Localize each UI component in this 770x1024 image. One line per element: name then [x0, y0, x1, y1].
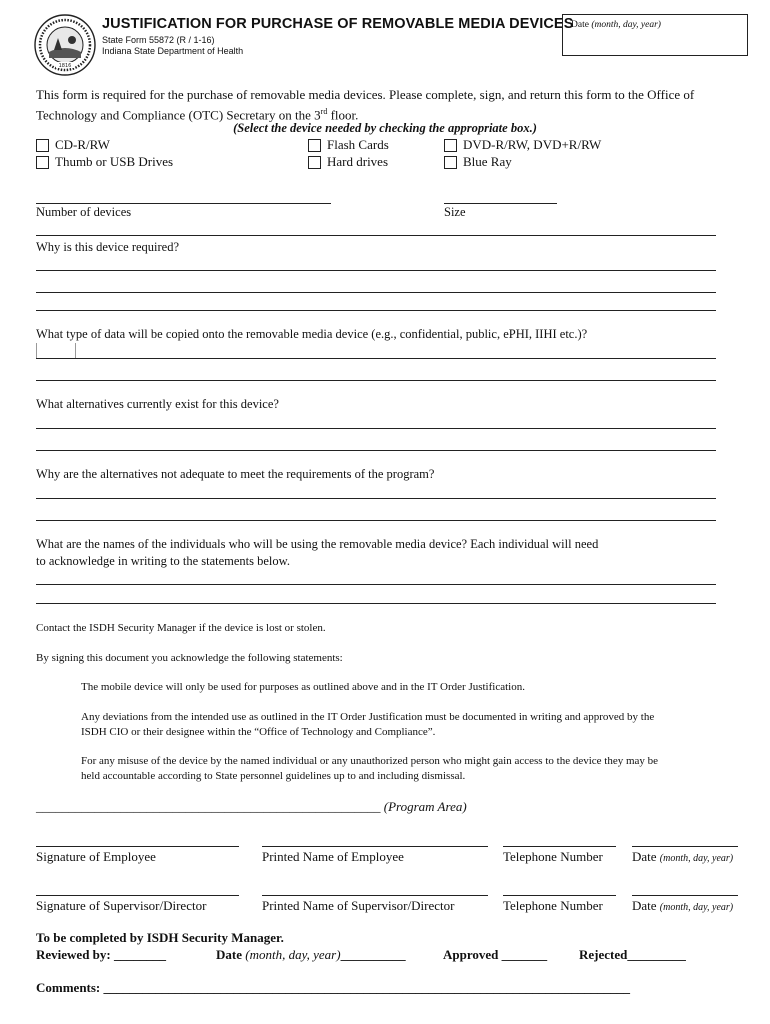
answer-line[interactable] — [36, 498, 716, 499]
printed-name-supervisor-label: Printed Name of Supervisor/Director — [262, 898, 455, 913]
employee-date-label — [632, 849, 733, 865]
telephone-number-label: Telephone Number — [503, 849, 603, 864]
contact-note: Contact the ISDH Security Manager if the device is lost or stolen. — [36, 622, 326, 634]
checkbox-box[interactable] — [444, 139, 457, 152]
form-title: JUSTIFICATION FOR PURCHASE OF REMOVABLE MEDIA DEVICES — [102, 16, 574, 32]
date-label: Date — [632, 898, 657, 913]
statement-1: The mobile device will only be used for purposes as outlined above and in the IT Order Justification. — [81, 681, 525, 693]
number-of-devices-label: Number of devices — [36, 205, 132, 219]
employee-date-line[interactable] — [632, 846, 738, 847]
intro-text-end: floor. — [327, 106, 359, 122]
date-hint: (month, day, year) — [591, 20, 661, 30]
employee-signature-line[interactable] — [36, 846, 239, 847]
checkbox-box[interactable] — [308, 156, 321, 169]
department-name: Indiana State Department of Health — [102, 46, 244, 56]
checkbox-hard-drives[interactable] — [308, 154, 388, 170]
checkbox-thumb-usb[interactable] — [36, 154, 173, 170]
rejected-field[interactable]: Rejected_________ — [579, 947, 686, 962]
question-data-type: What type of data will be copied onto the removable media device (e.g., confidential, public, ePHI, IIHI etc.)? — [36, 327, 588, 341]
question-device-required: Why is this device required? — [36, 240, 180, 254]
answer-line[interactable] — [36, 603, 716, 604]
intro-superscript: rd — [320, 106, 328, 116]
checkbox-label: Flash Cards — [327, 137, 389, 152]
text-cursor-box[interactable] — [36, 343, 76, 358]
date-label: Date — [216, 947, 242, 962]
checkbox-blue-ray[interactable] — [444, 154, 512, 170]
answer-line[interactable] — [36, 358, 716, 359]
date-hint: (month, day, year) — [659, 902, 734, 913]
number-of-devices-line[interactable] — [36, 203, 331, 204]
answer-line[interactable] — [36, 292, 716, 293]
answer-line[interactable] — [36, 520, 716, 521]
program-area-field[interactable] — [36, 799, 467, 815]
size-label: Size — [444, 205, 466, 219]
supervisor-date-label — [632, 898, 733, 914]
checkbox-label: CD-R/RW — [55, 137, 110, 152]
checkbox-box[interactable] — [36, 139, 49, 152]
supervisor-printed-name-line[interactable] — [262, 895, 488, 896]
employee-telephone-line[interactable] — [503, 846, 616, 847]
checkbox-label: DVD-R/RW, DVD+R/RW — [463, 137, 602, 152]
checkbox-label: Hard drives — [327, 154, 389, 169]
program-area-label: (Program Area) — [383, 799, 467, 814]
indiana-state-seal — [34, 14, 96, 76]
checkbox-label: Thumb or USB Drives — [55, 154, 174, 169]
signature-of-employee-label: Signature of Employee — [36, 849, 156, 864]
separator-line — [36, 235, 716, 236]
date-blank: __________ — [340, 947, 406, 962]
question-individuals: What are the names of the individuals who will be using the removable media device? Each individual will need — [36, 537, 599, 551]
comments-field[interactable]: Comments: _________________________________________________________________________________ — [36, 980, 631, 995]
checkbox-box[interactable] — [444, 156, 457, 169]
security-heading: To be completed by ISDH Security Manager. — [36, 930, 284, 945]
approved-field[interactable]: Approved _______ — [443, 947, 548, 962]
question-alternatives-inadequate: Why are the alternatives not adequate to meet the requirements of the program? — [36, 467, 435, 481]
intro-text: This form is required for the purchase of removable media devices. Please complete, sign, and return this form to the Office of Technology and Compliance (OTC) Secretary on the 3 — [36, 87, 695, 122]
date-field[interactable] — [562, 14, 748, 56]
statement-3-cont: held accountable according to State personnel guidelines up to and including dismissal. — [81, 770, 466, 782]
checkbox-flash-cards[interactable] — [308, 137, 389, 153]
question-alternatives: What alternatives currently exist for this device? — [36, 397, 279, 411]
reviewed-by-field[interactable]: Reviewed by: ________ — [36, 947, 166, 962]
supervisor-telephone-line[interactable] — [503, 895, 616, 896]
answer-line[interactable] — [36, 584, 716, 585]
date-hint: (month, day, year) — [245, 947, 341, 962]
employee-printed-name-line[interactable] — [262, 846, 488, 847]
answer-line[interactable] — [36, 310, 716, 311]
checkbox-dvd[interactable] — [444, 137, 601, 153]
checkbox-cd-rw[interactable] — [36, 137, 110, 153]
acknowledge-note: By signing this document you acknowledge the following statements: — [36, 652, 343, 664]
intro-paragraph — [36, 87, 748, 123]
checkbox-box[interactable] — [36, 156, 49, 169]
answer-line[interactable] — [36, 380, 716, 381]
size-line[interactable] — [444, 203, 557, 204]
answer-line[interactable] — [36, 450, 716, 451]
date-hint: (month, day, year) — [659, 853, 734, 864]
form-number: State Form 55872 (R / 1-16) — [102, 35, 215, 45]
supervisor-signature-line[interactable] — [36, 895, 239, 896]
security-date-field[interactable] — [216, 947, 406, 963]
statement-3: For any misuse of the device by the named individual or any unauthorized person who might gain access to the device they may be — [81, 755, 659, 767]
answer-line[interactable] — [36, 270, 716, 271]
svg-text:1816: 1816 — [58, 63, 72, 69]
statement-2: Any deviations from the intended use as outlined in the IT Order Justification must be documented in writing and approved by the — [81, 711, 655, 723]
date-label-text: Date — [571, 20, 589, 30]
date-label — [571, 20, 661, 30]
question-individuals-cont: to acknowledge in writing to the statements below. — [36, 554, 290, 568]
date-label: Date — [632, 849, 657, 864]
statement-2-cont: ISDH CIO or their designee within the “Office of Technology and Compliance”. — [81, 726, 436, 738]
device-instruction: (Select the device needed by checking the appropriate box.) — [233, 121, 537, 135]
supervisor-date-line[interactable] — [632, 895, 738, 896]
checkbox-label: Blue Ray — [463, 154, 512, 169]
telephone-number-label: Telephone Number — [503, 898, 603, 913]
printed-name-employee-label: Printed Name of Employee — [262, 849, 404, 864]
checkbox-box[interactable] — [308, 139, 321, 152]
program-area-line: _____________________________________________________ — [36, 799, 381, 814]
signature-of-supervisor-label: Signature of Supervisor/Director — [36, 898, 207, 913]
answer-line[interactable] — [36, 428, 716, 429]
